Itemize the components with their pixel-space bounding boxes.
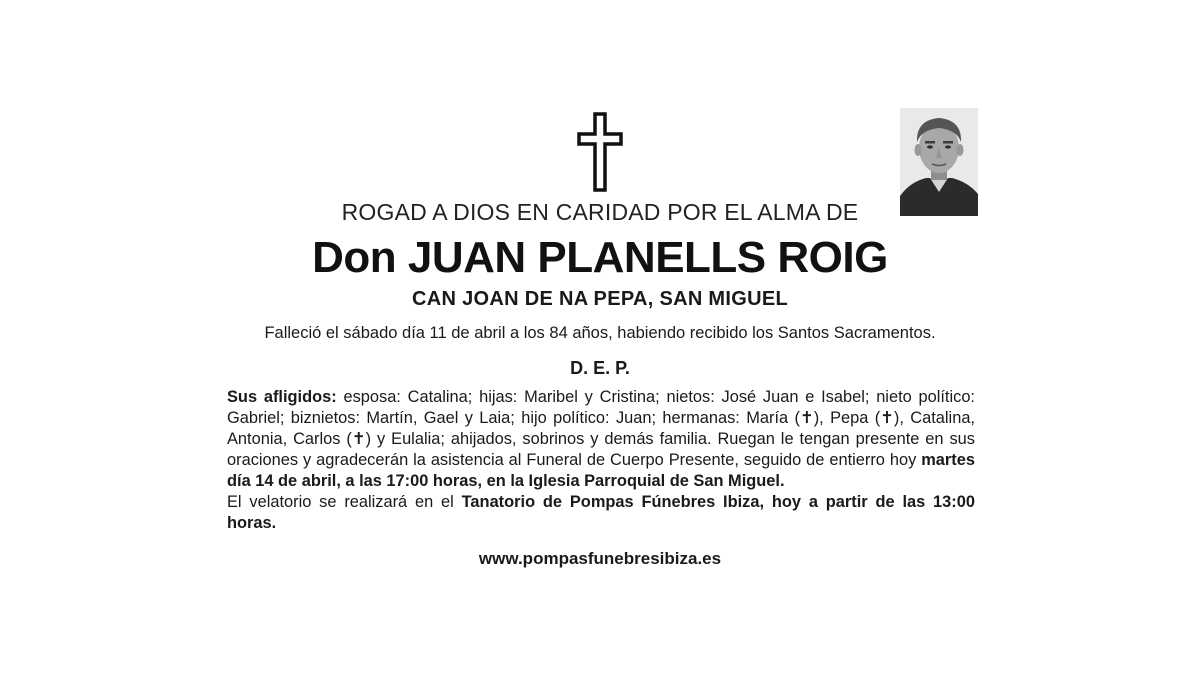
wake-text [227, 492, 975, 534]
website-link[interactable]: www.pompasfunebresibiza.es [478, 549, 722, 568]
mourners-paragraph [227, 387, 975, 534]
mourners-list: esposa: Catalina; hijas: Maribel y Cristina; nietos: José Juan e Isabel; nieto político: Gabriel; biznietos: Martín, Gael y Laia; hijo político: Juan; hermanas: María (✝), Pepa (✝), Catalina, Antonia, Carlos (✝) y Eulalia; ahijados, sobrinos y demás familia. Ruegan le tengan presente en sus oraciones y agradecerán la asistencia al Funeral de Cuerpo Presente, seguido de entierro hoy [227, 388, 975, 469]
deceased-place: CAN JOAN DE NA PEPA, SAN MIGUEL [412, 288, 788, 310]
death-notice: Falleció el sábado día 11 de abril a los 84 años, habiendo recibido los Santos Sacramentos. [264, 324, 936, 342]
mourners-label: Sus afligidos: [227, 388, 337, 406]
prayer-line: ROGAD A DIOS EN CARIDAD POR EL ALMA DE [341, 199, 859, 225]
funeral-details: martes día 14 de abril, a las 17:00 horas, en la Iglesia Parroquial de San Miguel. [227, 451, 975, 490]
wake-intro: El velatorio se realizará en el [227, 493, 462, 511]
cross-icon [575, 111, 625, 193]
rip-line: D. E. P. [570, 358, 630, 378]
mourners-text [227, 387, 975, 492]
deceased-name: Don JUAN PLANELLS ROIG [312, 233, 888, 282]
wake-details: Tanatorio de Pompas Fúnebres Ibiza, hoy a partir de las 13:00 horas. [227, 493, 975, 532]
